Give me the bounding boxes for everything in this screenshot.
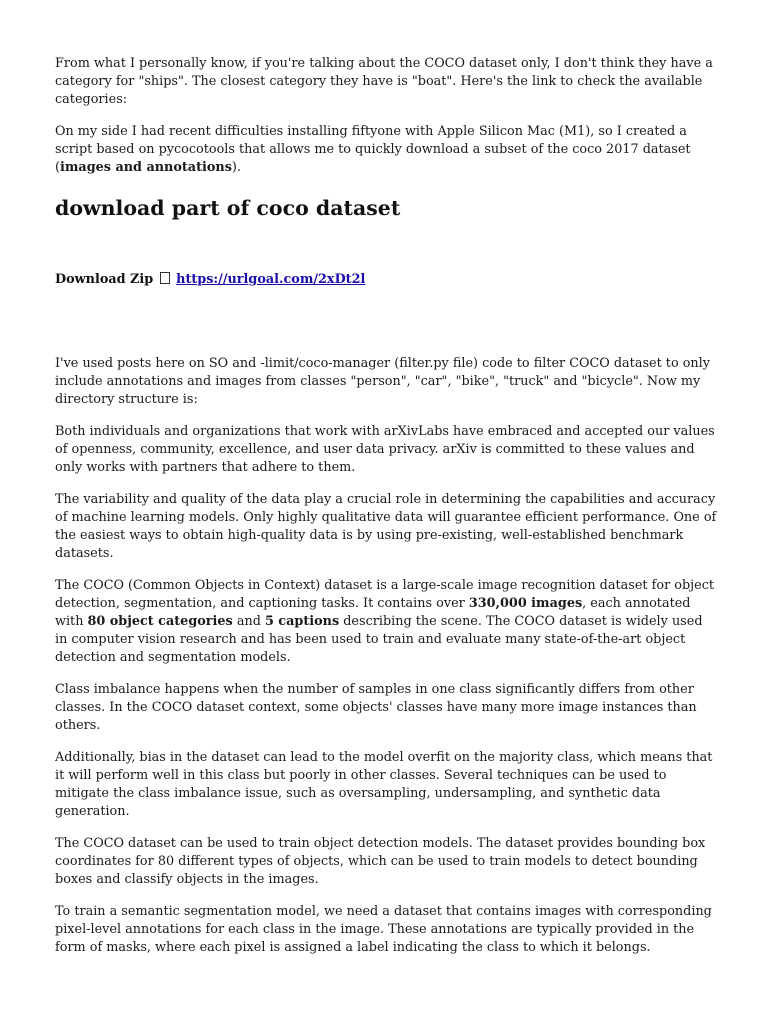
missing-glyph-icon: [160, 272, 170, 284]
article-body: [55, 355, 717, 957]
filter-paragraph: I've used posts here on SO and -limit/coco-manager (filter.py file) code to filter COCO dataset to only include annotations and images from classes "person", "car", "bike", "truck" and "bicycle". Now my directory structure is:: [55, 356, 710, 407]
page-title: download part of coco dataset: [55, 196, 401, 220]
script-paragraph: [55, 123, 717, 177]
intro-paragraph: From what I personally know, if you're talking about the COCO dataset only, I don't think they have a category for "ships". The closest category they have is "boat". Here's the link to check the available categories:: [55, 56, 713, 107]
arxiv-paragraph: Both individuals and organizations that work with arXivLabs have embraced and accepted our values of openness, community, excellence, and user data privacy. arXiv is committed to these values and only works with partners that adhere to them.: [55, 424, 715, 475]
coco-images-count: 330,000 images: [468, 596, 583, 611]
download-label: Download Zip: [55, 272, 154, 287]
data-quality-paragraph: The variability and quality of the data play a crucial role in determining the capabilities and accuracy of machine learning models. Only highly qualitative data will guarantee efficient performance. One of the easiest ways to obtain high-quality data is by using pre-existing, well-established benchmark datasets.: [55, 492, 717, 561]
coco-text-a: The COCO (Common Objects in Context) dataset is a large-scale image recognition dataset for object detection, segmentation, and captioning tasks. It contains over: [55, 578, 715, 611]
download-link[interactable]: https://urlgoal.com/2xDt2l: [176, 272, 366, 287]
bias-paragraph: Additionally, bias in the dataset can lead to the model overfit on the majority class, which means that it will perform well in this class but poorly in other classes. Several techniques can be used to mitigate the class imbalance issue, such as oversampling, undersampling, and synthetic data generation.: [55, 750, 713, 819]
coco-categories-count: 80 object categories: [87, 614, 233, 629]
script-paragraph-bold: images and annotations: [60, 160, 232, 175]
class-imbalance-paragraph: Class imbalance happens when the number of samples in one class significantly differs from other classes. In the COCO dataset context, some objects' classes have many more image instances than others.: [55, 682, 697, 733]
coco-description-paragraph: [55, 577, 717, 667]
coco-text-e: describing the scene. The COCO dataset is widely used in computer vision research and has been used to train and evaluate many state-of-the-art object detection and segmentation models.: [55, 614, 703, 665]
download-line: [55, 271, 717, 289]
coco-text-c: , each annotated with: [55, 596, 691, 629]
document-page: [55, 55, 717, 971]
segmentation-paragraph: To train a semantic segmentation model, we need a dataset that contains images with corresponding pixel-level annotations for each class in the image. These annotations are typically provided in the form of masks, where each pixel is assigned a label indicating the class to which it belongs.: [55, 904, 712, 955]
object-detection-paragraph: The COCO dataset can be used to train object detection models. The dataset provides bounding box coordinates for 80 different types of objects, which can be used to train models to detect bounding boxes and classify objects in the images.: [55, 836, 706, 887]
script-paragraph-text: On my side I had recent difficulties installing fiftyone with Apple Silicon Mac (M1), so I created a script based on pycocotools that allows me to quickly download a subset of the coco 2017 dataset (: [55, 124, 691, 175]
coco-captions-count: 5 captions: [264, 614, 340, 629]
coco-text-d: and: [232, 614, 265, 629]
script-paragraph-end: ).: [231, 160, 241, 175]
